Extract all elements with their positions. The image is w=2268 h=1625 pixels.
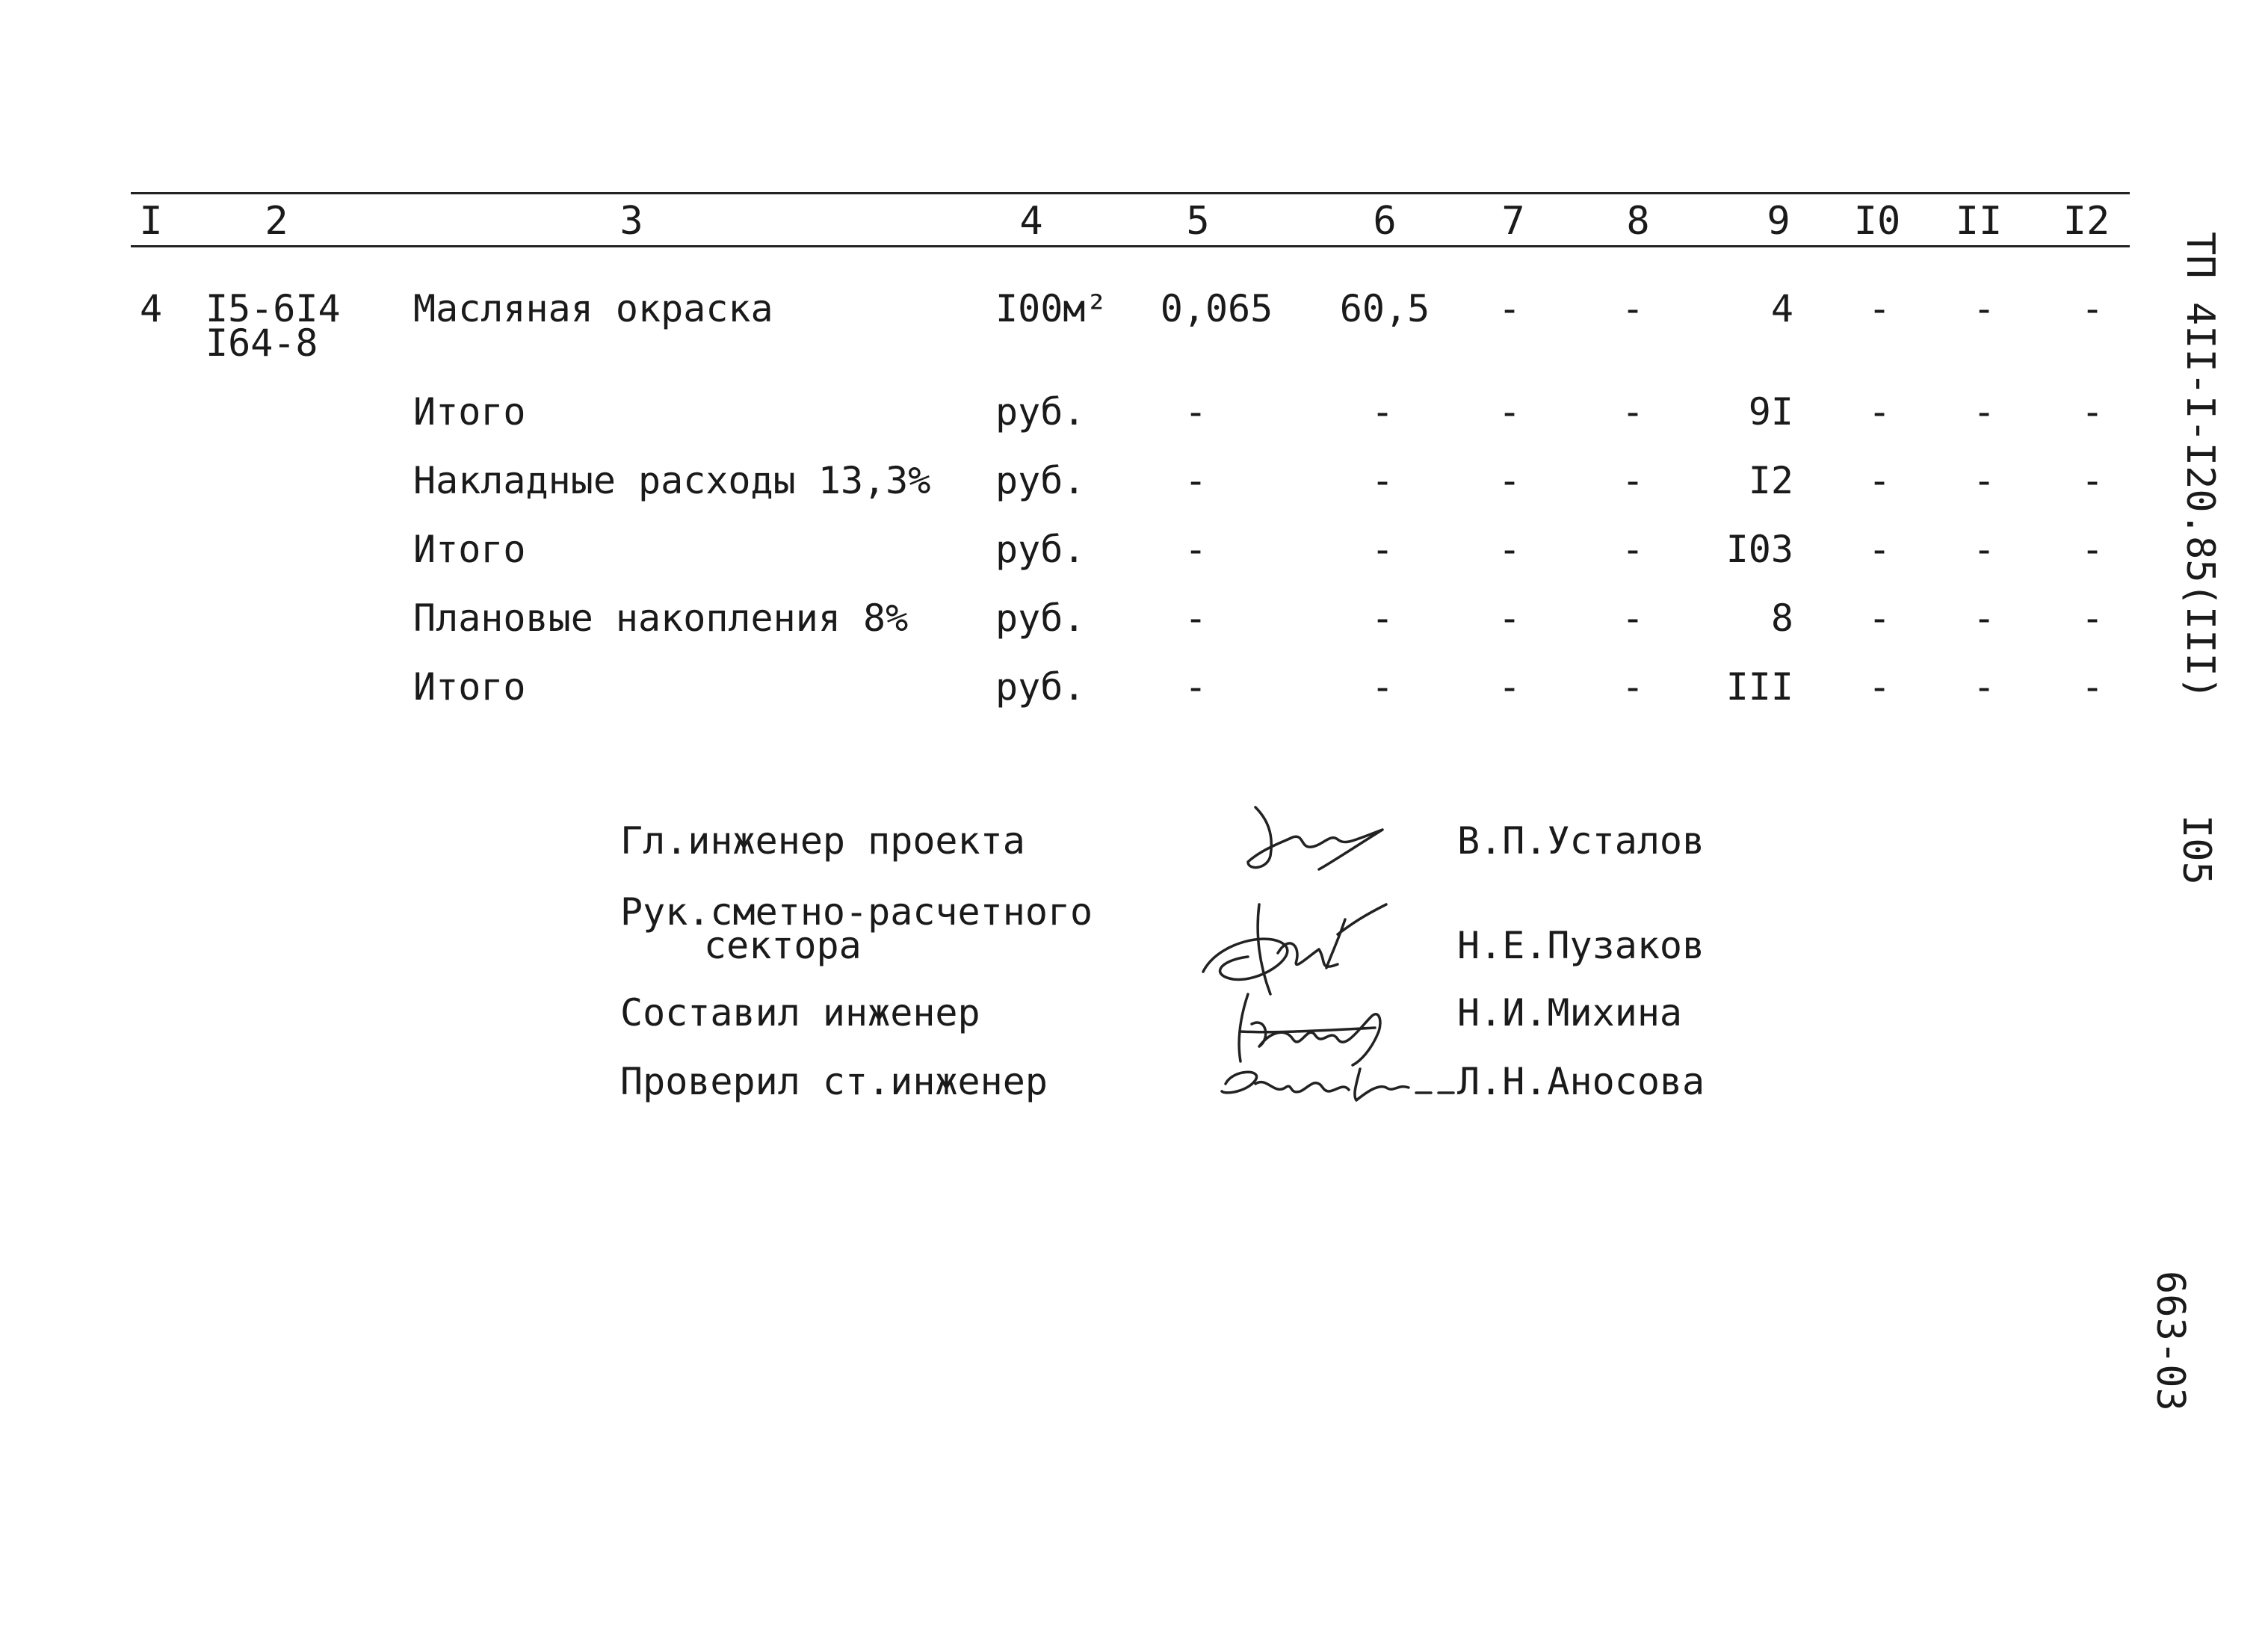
summary-col-10: - xyxy=(1867,390,1891,434)
summary-col-5: - xyxy=(1184,459,1208,502)
rate-code: I5-6I4 xyxy=(206,287,341,330)
summary-col-5: - xyxy=(1184,596,1208,640)
header-col-4: 4 xyxy=(1019,199,1043,244)
summary-col-8: - xyxy=(1621,596,1645,640)
col-10-value: - xyxy=(1867,287,1891,330)
header-col-6: 6 xyxy=(1373,199,1397,244)
signature-anosova xyxy=(1211,1054,1457,1114)
header-col-12: I2 xyxy=(2062,199,2110,244)
summary-col-8: - xyxy=(1621,528,1645,571)
summary-col-6: - xyxy=(1371,596,1394,640)
summary-col-12: - xyxy=(2080,459,2104,502)
summary-col-12: - xyxy=(2080,596,2104,640)
col-7-value: - xyxy=(1498,287,1521,330)
summary-col-5: - xyxy=(1184,390,1208,434)
summary-col-11: - xyxy=(1972,596,1996,640)
summary-col-10: - xyxy=(1867,665,1891,709)
table-header-rule xyxy=(131,245,2130,247)
summary-total: I2 xyxy=(1748,459,1793,502)
summary-col-8: - xyxy=(1621,459,1645,502)
summary-unit: руб. xyxy=(995,596,1086,640)
summary-col-12: - xyxy=(2080,665,2104,709)
summary-col-7: - xyxy=(1498,459,1521,502)
work-name: Масляная окраска xyxy=(413,287,773,330)
signer-name: Н.И.Михина xyxy=(1457,991,1683,1034)
summary-col-6: - xyxy=(1371,390,1394,434)
header-col-8: 8 xyxy=(1626,199,1650,244)
summary-col-12: - xyxy=(2080,390,2104,434)
header-col-9: 9 xyxy=(1767,199,1790,244)
album-code: 663-03 xyxy=(2148,1271,2193,1411)
header-col-3: 3 xyxy=(619,199,643,244)
header-col-7: 7 xyxy=(1501,199,1525,244)
signature-puzakov xyxy=(1188,889,1397,1002)
summary-col-7: - xyxy=(1498,390,1521,434)
summary-label: Итого xyxy=(413,665,526,709)
summary-col-10: - xyxy=(1867,596,1891,640)
summary-col-6: - xyxy=(1371,665,1394,709)
total-cost: 4 xyxy=(1770,287,1793,330)
rate-code-2: I64-8 xyxy=(206,321,318,365)
doc-code: ТП 4II-I-I20.85(III) xyxy=(2178,232,2222,700)
header-col-11: II xyxy=(1955,199,2003,244)
header-col-10: I0 xyxy=(1853,199,1901,244)
table-top-rule xyxy=(131,192,2130,194)
signature-ustalov xyxy=(1233,796,1397,878)
summary-unit: руб. xyxy=(995,390,1086,434)
summary-col-6: - xyxy=(1371,459,1394,502)
summary-unit: руб. xyxy=(995,459,1086,502)
summary-col-7: - xyxy=(1498,596,1521,640)
header-col-1: I xyxy=(139,199,163,244)
signer-role: Составил инженер xyxy=(620,991,980,1034)
summary-col-11: - xyxy=(1972,390,1996,434)
page-number-vertical xyxy=(2174,815,2219,885)
summary-col-5: - xyxy=(1184,528,1208,571)
summary-col-10: - xyxy=(1867,459,1891,502)
summary-col-6: - xyxy=(1371,528,1394,571)
summary-col-12: - xyxy=(2080,528,2104,571)
summary-label: Итого xyxy=(413,528,526,571)
summary-col-11: - xyxy=(1972,665,1996,709)
header-col-2: 2 xyxy=(265,199,288,244)
doc-code-vertical xyxy=(2178,232,2222,700)
summary-col-8: - xyxy=(1621,665,1645,709)
signer-role: Проверил ст.инженер xyxy=(620,1060,1048,1103)
signer-role: Гл.инженер проекта xyxy=(620,819,1025,863)
unit: I00м² xyxy=(995,287,1108,330)
summary-total: 9I xyxy=(1748,390,1793,434)
summary-label: Плановые накопления 8% xyxy=(413,596,909,640)
summary-col-8: - xyxy=(1621,390,1645,434)
signer-role-line2: сектора xyxy=(704,924,862,967)
summary-label: Накладные расходы 13,3% xyxy=(413,459,931,502)
signer-role: Рук.сметно-расчетного xyxy=(620,890,1093,934)
quantity: 0,065 xyxy=(1160,287,1273,330)
summary-total: I03 xyxy=(1725,528,1793,571)
row-number: 4 xyxy=(139,287,163,330)
summary-col-7: - xyxy=(1498,665,1521,709)
col-12-value: - xyxy=(2080,287,2104,330)
summary-label: Итого xyxy=(413,390,526,434)
summary-col-11: - xyxy=(1972,459,1996,502)
summary-total: 8 xyxy=(1770,596,1793,640)
header-col-5: 5 xyxy=(1186,199,1210,244)
page-number: I05 xyxy=(2174,815,2219,885)
unit-price: 60,5 xyxy=(1339,287,1430,330)
col-11-value: - xyxy=(1972,287,1996,330)
signer-name: В.П.Усталов xyxy=(1457,819,1705,863)
summary-total: III xyxy=(1725,665,1793,709)
summary-col-5: - xyxy=(1184,665,1208,709)
summary-col-11: - xyxy=(1972,528,1996,571)
album-code-vertical xyxy=(2148,1271,2193,1411)
col-8-value: - xyxy=(1621,287,1645,330)
summary-col-7: - xyxy=(1498,528,1521,571)
summary-col-10: - xyxy=(1867,528,1891,571)
summary-unit: руб. xyxy=(995,528,1086,571)
signer-name: Н.Е.Пузаков xyxy=(1457,924,1705,967)
signer-name: Л.Н.Аносова xyxy=(1457,1060,1705,1103)
summary-unit: руб. xyxy=(995,665,1086,709)
